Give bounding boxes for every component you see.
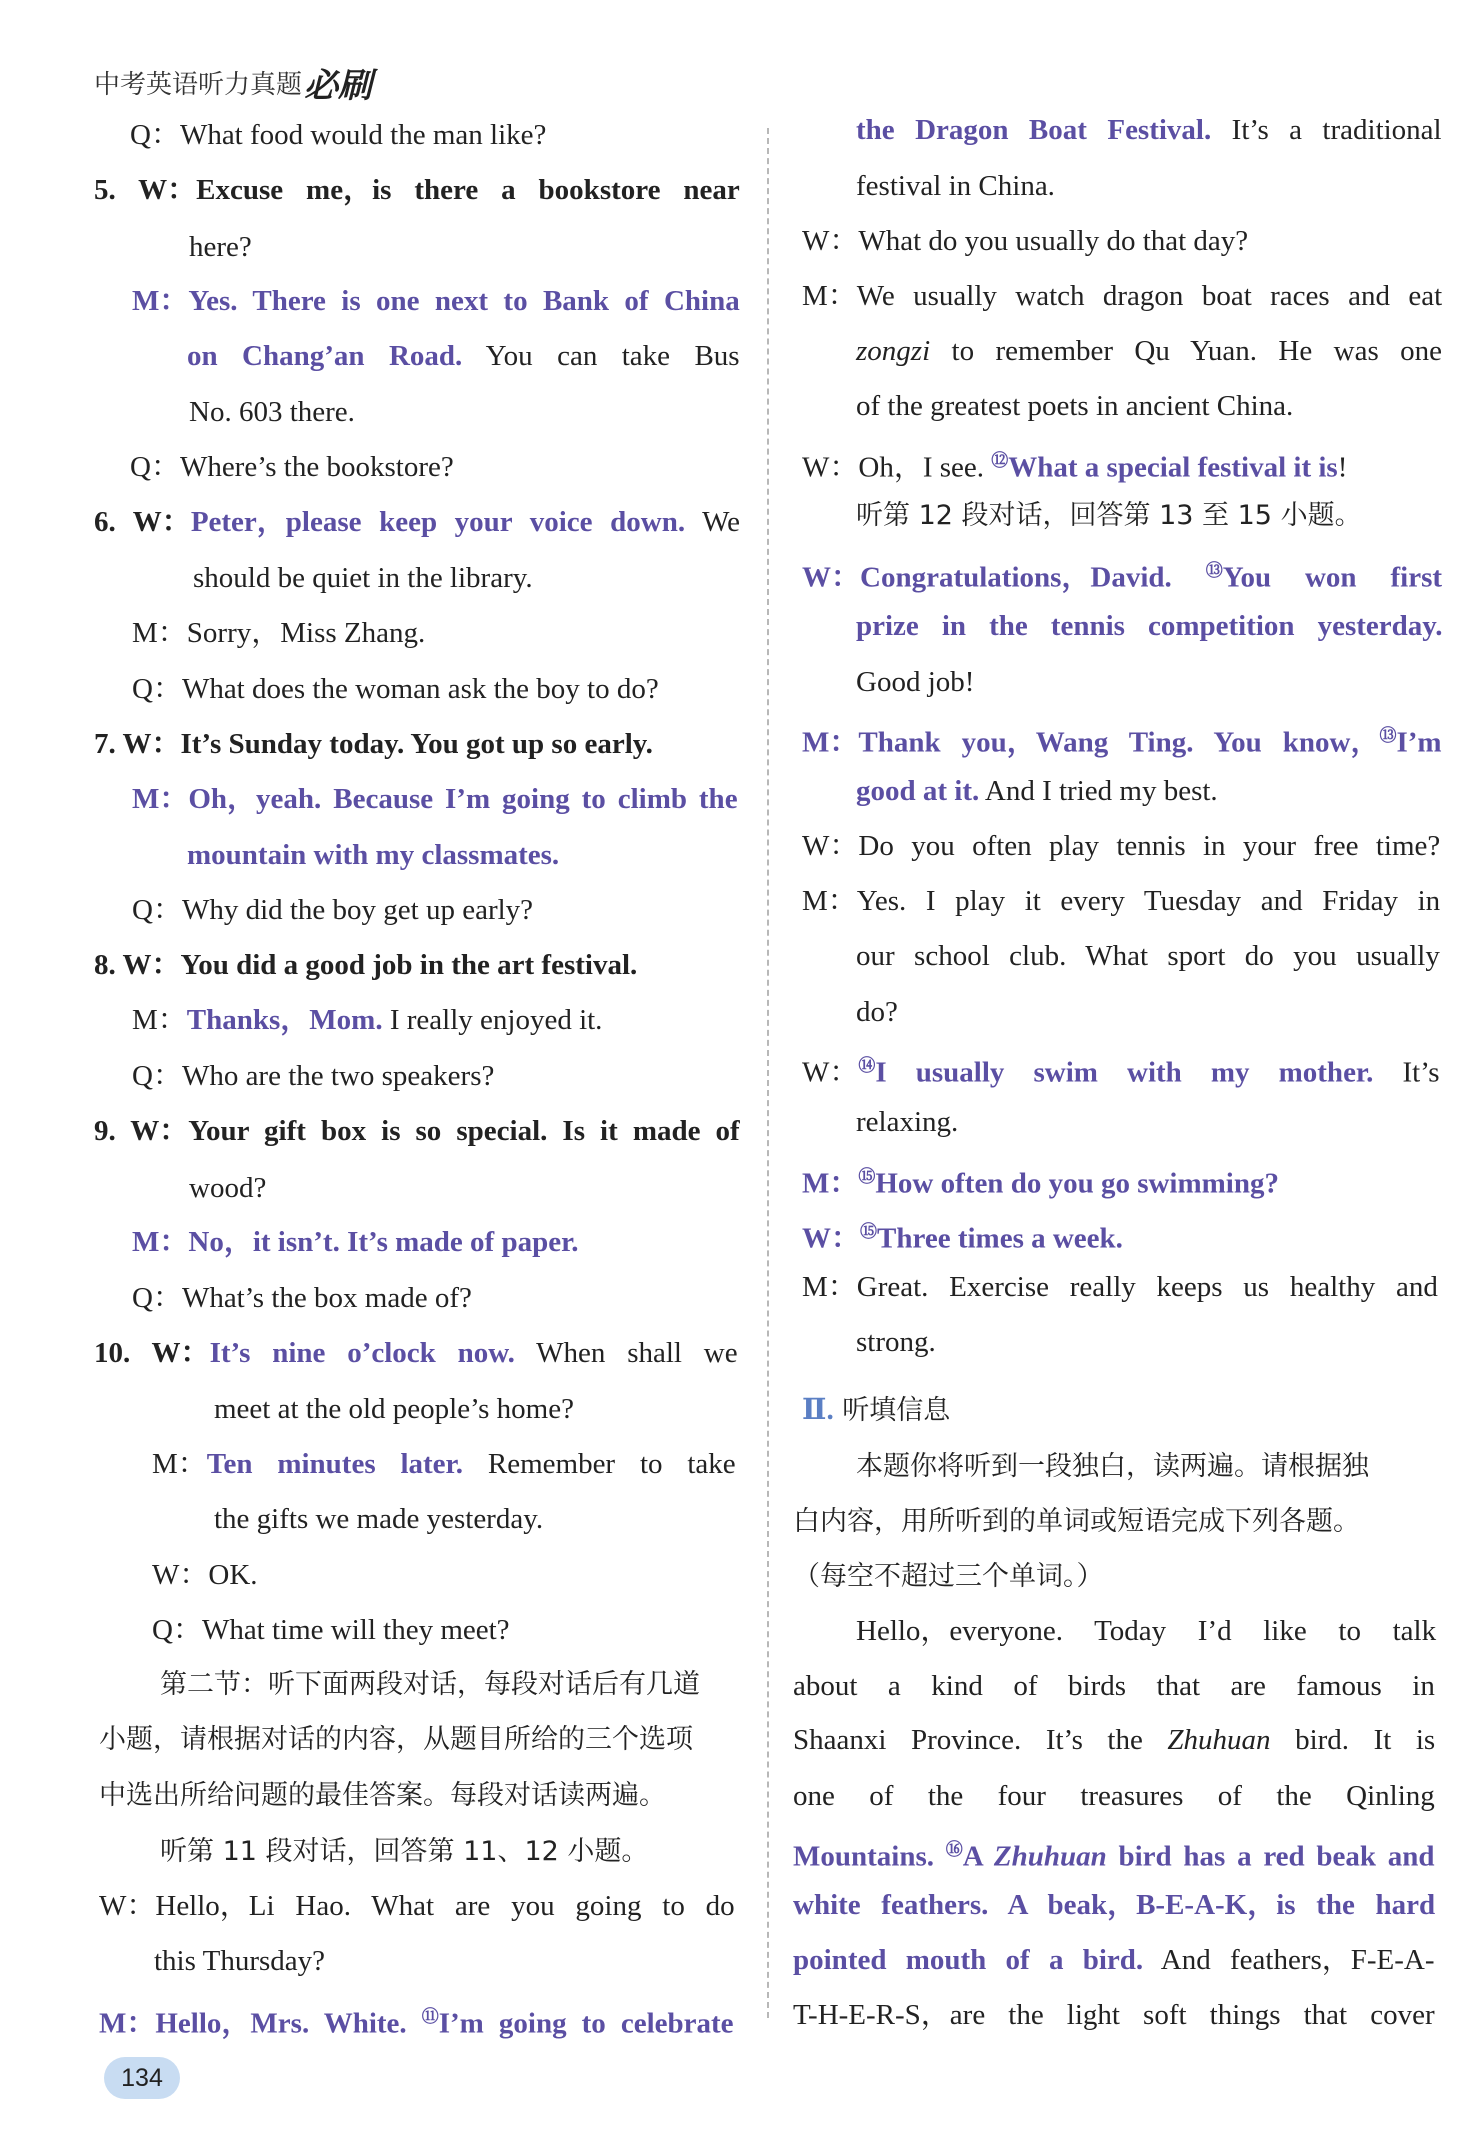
- text-segment: 第二节：听下面两段对话，每段对话后有几道: [160, 1669, 700, 1700]
- answer-highlight: good at it.: [856, 775, 980, 807]
- text-segment: do?: [856, 996, 898, 1028]
- answer-highlight: M：: [802, 1167, 859, 1200]
- answer-highlight: M：Oh，yeah.: [132, 783, 334, 815]
- right-line: [802, 1212, 1123, 1255]
- answer-highlight: W：: [802, 1222, 861, 1255]
- right-line: [793, 1995, 1435, 2035]
- text-segment: Q：Who are the two speakers?: [132, 1060, 495, 1092]
- text-segment: this Thursday?: [154, 1945, 326, 1977]
- left-line: [132, 669, 659, 709]
- right-line: [802, 1046, 1440, 1089]
- left-line: [152, 1444, 736, 1484]
- answer-highlight: the Dragon Boat Festival.: [856, 114, 1212, 146]
- right-line: [802, 826, 1440, 866]
- right-line: [793, 1556, 1104, 1596]
- right-line: [856, 110, 1442, 150]
- text-segment: We: [685, 506, 741, 538]
- text-segment: Q：What food would the man like?: [130, 119, 547, 151]
- right-line: [793, 1940, 1435, 1980]
- left-line: [132, 1000, 602, 1040]
- text-segment: festival in China.: [856, 170, 1055, 202]
- left-line: [130, 115, 546, 155]
- right-line: [856, 1611, 1436, 1651]
- text-segment: Hello，everyone. Today I’d like to talk: [856, 1615, 1437, 1647]
- text-segment: M：Yes. I play it every Tuesday and Friday in: [802, 885, 1441, 917]
- text-segment: 10. W：: [94, 1337, 210, 1369]
- right-line: [802, 1390, 950, 1430]
- answer-highlight: Because I’m going to climb the: [333, 783, 738, 815]
- left-line: [214, 1499, 543, 1539]
- question-marker: ⑬: [1379, 726, 1397, 745]
- left-line: [132, 890, 533, 930]
- left-line: [160, 1664, 700, 1704]
- text-segment: （每空不超过三个单词。）: [793, 1561, 1104, 1592]
- text-segment: W：Do you often play tennis in your free time?: [802, 830, 1441, 862]
- answer-highlight: There is one next to Bank of China: [252, 285, 740, 317]
- answer-highlight: prize in the tennis competition yesterday.: [856, 610, 1443, 642]
- page-number: 134: [104, 2057, 180, 2099]
- text-segment: our school club. What sport do you usually: [856, 940, 1440, 972]
- left-line: [94, 170, 740, 210]
- text-segment: 小题，请根据对话的内容，从题目所给的三个选项: [99, 1724, 693, 1755]
- text-segment: 本题你将听到一段独白，读两遍。请根据独: [856, 1451, 1369, 1482]
- text-segment: It’s: [1373, 1056, 1440, 1089]
- answer-highlight: It’s nine o’clock now.: [209, 1337, 515, 1369]
- left-line: [94, 945, 637, 985]
- right-line: [793, 1830, 1435, 1873]
- text-segment: And feathers，F-E-A-: [1143, 1944, 1435, 1976]
- right-line: [802, 1157, 1279, 1200]
- right-line: [856, 386, 1293, 426]
- right-line: [856, 606, 1442, 646]
- answer-highlight: I’m going to celebrate: [438, 2007, 734, 2040]
- question-marker: ⑮: [858, 1167, 876, 1186]
- left-line: [132, 1222, 579, 1262]
- text-segment: 白内容，用所听到的单词或短语完成下列各题。: [793, 1506, 1360, 1537]
- text-segment: should be quiet in the library.: [193, 562, 533, 594]
- text-segment: Good job!: [856, 666, 975, 698]
- text-segment: No. 603 there.: [189, 396, 355, 428]
- right-line: [856, 1446, 1369, 1486]
- answer-highlight: It’s made of paper.: [347, 1226, 579, 1258]
- left-line: [94, 1333, 738, 1373]
- text-segment: zongzi: [856, 335, 931, 367]
- right-line: [802, 881, 1440, 921]
- left-line: [152, 1555, 258, 1595]
- left-line: [189, 227, 252, 267]
- right-line: [802, 221, 1248, 261]
- left-line: [94, 1111, 740, 1151]
- text-segment: M：: [152, 1448, 207, 1480]
- left-line: [152, 1610, 510, 1650]
- right-line: [856, 166, 1055, 206]
- answer-highlight: Three times a week.: [877, 1222, 1123, 1255]
- text-segment: of the greatest poets in ancient China.: [856, 390, 1294, 422]
- text-segment: one of the four treasures of the Qinling: [793, 1780, 1435, 1812]
- right-line: [856, 992, 898, 1032]
- question-marker: ⑮: [860, 1222, 878, 1241]
- answer-highlight: How often do you go swimming?: [875, 1167, 1279, 1200]
- text-segment: Zhuhuan: [1167, 1724, 1271, 1756]
- text-segment: T-H-E-R-S，are the light soft things that cover: [793, 1999, 1435, 2031]
- question-marker: ⑬: [1205, 561, 1223, 580]
- answer-highlight: M：Hello，Mrs. White.: [99, 2007, 422, 2040]
- answer-highlight: Peter，please keep your voice down.: [190, 506, 686, 538]
- left-line: [99, 1997, 734, 2040]
- answer-highlight: What a special festival it is: [1008, 451, 1338, 484]
- text-segment: meet at the old people’s home?: [214, 1393, 574, 1425]
- text-segment: 中选出所给问题的最佳答案。每段对话读两遍。: [99, 1780, 666, 1811]
- text-segment: When shall we: [514, 1337, 738, 1369]
- answer-highlight: M：Thank you，Wang Ting. You know，: [802, 726, 1380, 759]
- text-segment: W：OK.: [152, 1559, 258, 1591]
- question-marker: ⑯: [945, 1840, 963, 1859]
- answer-highlight: W：Congratulations，David.: [802, 561, 1206, 594]
- right-line: [793, 1776, 1435, 1816]
- left-line: [130, 447, 454, 487]
- right-line: [856, 495, 1362, 535]
- left-line: [187, 835, 559, 875]
- left-line: [94, 724, 653, 764]
- answer-highlight: on Chang’an Road.: [187, 340, 463, 372]
- left-line: [94, 502, 740, 542]
- right-line: [856, 1322, 936, 1362]
- right-line: [856, 1102, 958, 1142]
- text-segment: wood?: [189, 1172, 267, 1204]
- question-marker: ⑭: [858, 1056, 876, 1075]
- answer-highlight: Zhuhuan: [993, 1840, 1107, 1873]
- answer-highlight: white feathers. A beak，B-E-A-K，is the hard: [793, 1889, 1436, 1921]
- left-line: [193, 558, 533, 598]
- text-segment: M：Sorry，Miss Zhang.: [132, 617, 426, 649]
- text-segment: I really enjoyed it.: [382, 1004, 603, 1036]
- answer-highlight: pointed mouth of a bird.: [793, 1944, 1144, 1976]
- text-segment: !: [1337, 451, 1348, 484]
- left-line: [187, 336, 740, 376]
- text-segment: Q：Where’s the bookstore?: [130, 451, 454, 483]
- right-line: [802, 276, 1442, 316]
- text-segment: 7. W：It’s Sunday today. You got up so early.: [94, 728, 653, 760]
- answer-highlight: A: [962, 1840, 994, 1873]
- right-line: [802, 551, 1443, 594]
- answer-highlight: Mountains.: [793, 1840, 946, 1873]
- answer-highlight: M：No，it isn’t.: [132, 1226, 348, 1258]
- right-line: [856, 662, 974, 702]
- right-line: [856, 771, 1218, 811]
- left-line: [160, 1831, 648, 1871]
- right-line: [793, 1720, 1435, 1760]
- text-segment: relaxing.: [856, 1106, 959, 1138]
- text-segment: 5. W：Excuse me，is there a bookstore near: [94, 174, 740, 206]
- left-line: [132, 1278, 472, 1318]
- text-segment: Q：What time will they meet?: [152, 1614, 510, 1646]
- text-segment: 6. W：: [94, 506, 191, 538]
- right-line: [802, 1267, 1438, 1307]
- answer-highlight: I’m: [1396, 726, 1442, 759]
- answer-highlight: I usually swim with my mother.: [875, 1056, 1374, 1089]
- text-segment: about a kind of birds that are famous in: [793, 1670, 1435, 1702]
- right-line: [793, 1885, 1435, 1925]
- left-line: [214, 1389, 574, 1429]
- right-line: [856, 936, 1440, 976]
- book-brush-logo: 必刷: [304, 66, 373, 106]
- text-segment: M：We usually watch dragon boat races and eat: [802, 280, 1443, 312]
- text-segment: to remember Qu Yuan. He was one: [930, 335, 1442, 367]
- left-line: [132, 1056, 494, 1096]
- left-line: [154, 1941, 325, 1981]
- text-segment: M：: [132, 1004, 187, 1036]
- text-segment: And I tried my best.: [979, 775, 1218, 807]
- text-segment: bird. It is: [1270, 1724, 1436, 1756]
- text-segment: 听第 11 段对话，回答第 11、12 小题。: [160, 1836, 649, 1867]
- text-segment: Q：What’s the box made of?: [132, 1282, 472, 1314]
- right-line: [856, 331, 1442, 371]
- question-marker: ⑪: [421, 2007, 439, 2026]
- left-line: [132, 779, 738, 819]
- left-line: [99, 1775, 666, 1815]
- answer-highlight: mountain with my classmates.: [187, 839, 560, 871]
- text-segment: strong.: [856, 1326, 936, 1358]
- text-segment: It’s a traditional: [1211, 114, 1442, 146]
- left-line: [132, 613, 425, 653]
- left-line: [189, 1168, 266, 1208]
- answer-highlight: Thanks，Mom.: [186, 1004, 383, 1036]
- right-line: [802, 441, 1348, 484]
- text-segment: W：What do you usually do that day?: [802, 225, 1249, 257]
- text-segment: 听填信息: [833, 1395, 951, 1426]
- left-line: [99, 1719, 693, 1759]
- text-segment: 听第 12 段对话，回答第 13 至 15 小题。: [856, 500, 1362, 531]
- question-marker: ⑫: [991, 451, 1009, 470]
- text-segment: the gifts we made yesterday.: [214, 1503, 544, 1535]
- right-line: [802, 716, 1442, 759]
- book-title: 中考英语听力真题: [94, 70, 303, 100]
- text-segment: Shaanxi Province. It’s the: [793, 1724, 1168, 1756]
- text-segment: Remember to take: [463, 1448, 736, 1480]
- text-segment: M：Great. Exercise really keeps us healthy and: [802, 1271, 1438, 1303]
- text-segment: Q：Why did the boy get up early?: [132, 894, 534, 926]
- text-segment: W：Hello，Li Hao. What are you going to do: [99, 1890, 735, 1922]
- left-line: [99, 1886, 735, 1926]
- text-segment: You can take Bus: [462, 340, 740, 372]
- page-header: [94, 58, 373, 106]
- left-line: [132, 281, 740, 321]
- text-segment: 8. W：You did a good job in the art festival.: [94, 949, 638, 981]
- answer-highlight: Ten minutes later.: [206, 1448, 464, 1480]
- text-segment: here?: [189, 231, 252, 263]
- column-divider: [767, 128, 769, 2018]
- text-segment: Q：What does the woman ask the boy to do?: [132, 673, 659, 705]
- text-segment: W：: [802, 1056, 859, 1089]
- left-line: [189, 392, 355, 432]
- answer-highlight: You won first: [1222, 561, 1443, 594]
- text-segment: Ⅱ.: [802, 1394, 834, 1426]
- answer-highlight: M：Yes.: [132, 285, 253, 317]
- right-line: [793, 1666, 1435, 1706]
- text-segment: W：Oh，I see.: [802, 451, 992, 484]
- text-segment: 9. W：Your gift box is so special. Is it made of: [94, 1115, 740, 1147]
- answer-highlight: bird has a red beak and: [1106, 1840, 1435, 1873]
- right-line: [793, 1501, 1360, 1541]
